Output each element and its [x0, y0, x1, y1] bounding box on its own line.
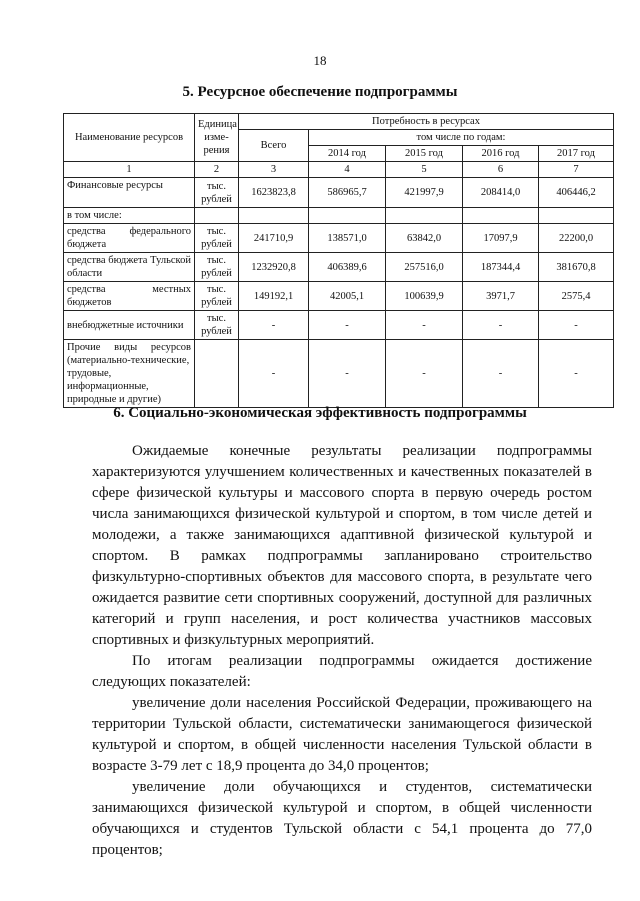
table-row [64, 282, 614, 311]
col-number: 7 [539, 162, 614, 178]
row-2014: 406389,6 [309, 253, 386, 282]
row-2014: 42005,1 [309, 282, 386, 311]
section-6-title: 6. Социально-экономическая эффективность подпрограммы [113, 405, 527, 421]
row-name: средства бюджета Тульской области [64, 253, 195, 282]
paragraph-indicator-population: увеличение доли населения Российской Федерации, проживающего на территории Тульской области, систематически занимающегося физической культурой и спортом, в общей численности населения Тульской области в возрасте 3-79 лет с 18,9 процента до 34,0 процентов; [92, 695, 592, 774]
col-number: 1 [64, 162, 195, 178]
paragraph-expected-results: Ожидаемые конечные результаты реализации подпрограммы характеризуются улучшением количественных и качественных показателей в сфере физической культуры и массового спорта в первую очередь ростом числа занимающихся физической культурой и спортом, в том числе детей и молодежи, а также занимающихся адаптивной физической культурой и спортом. В рамках подпрограммы запланировано строительство физкультурно-спортивных объектов для массового спорта, в результате чего ожидается развитие сети спортивных сооружений, доступной для различных категорий и групп населения, и рост количества участников массовых спортивных и физкультурных мероприятий. [92, 443, 592, 648]
row-unit: тыс. рублей [195, 224, 239, 253]
row-unit: тыс. рублей [195, 282, 239, 311]
row-2015: 100639,9 [386, 282, 463, 311]
row-unit [195, 208, 239, 224]
header-need: Потребность в ресурсах [239, 114, 614, 130]
row-2017: - [539, 340, 614, 408]
table-row [64, 224, 614, 253]
row-2017: 381670,8 [539, 253, 614, 282]
row-2016: 17097,9 [463, 224, 539, 253]
header-year-2016: 2016 год [463, 146, 539, 162]
row-name: средства федерального бюджета [64, 224, 195, 253]
row-total: - [239, 311, 309, 340]
table-row [64, 311, 614, 340]
row-2015: - [386, 340, 463, 408]
col-number: 3 [239, 162, 309, 178]
row-name: внебюджетные источники [64, 311, 195, 340]
row-2016: 187344,4 [463, 253, 539, 282]
header-unit: Единица изме- рения [195, 114, 239, 162]
row-2015: 421997,9 [386, 178, 463, 208]
row-name: Финансовые ресурсы [64, 178, 195, 208]
body-text [92, 441, 592, 861]
table-row [64, 178, 614, 208]
row-unit: тыс. рублей [195, 253, 239, 282]
col-number: 6 [463, 162, 539, 178]
header-year-2017: 2017 год [539, 146, 614, 162]
header-total: Всего [239, 130, 309, 162]
header-year-2014: 2014 год [309, 146, 386, 162]
row-unit: тыс. рублей [195, 178, 239, 208]
row-2014: - [309, 311, 386, 340]
row-name: средства местных бюджетов [64, 282, 195, 311]
row-2014 [309, 208, 386, 224]
column-number-row [64, 162, 614, 178]
row-total: 1232920,8 [239, 253, 309, 282]
row-2017: 22200,0 [539, 224, 614, 253]
page-number: 18 [313, 53, 327, 68]
row-2014: - [309, 340, 386, 408]
row-2015: 63842,0 [386, 224, 463, 253]
col-number: 5 [386, 162, 463, 178]
row-2017: 2575,4 [539, 282, 614, 311]
row-2016: 3971,7 [463, 282, 539, 311]
row-2016: 208414,0 [463, 178, 539, 208]
row-2017 [539, 208, 614, 224]
row-name: Прочие виды ресурсов (материально-технические, трудовые, информационные, природные и другие) [64, 340, 195, 408]
table-row [64, 340, 614, 408]
header-resource-name: Наименование ресурсов [64, 114, 195, 162]
row-2014: 586965,7 [309, 178, 386, 208]
resources-table [63, 113, 614, 408]
table-row [64, 253, 614, 282]
row-2015: - [386, 311, 463, 340]
row-total: 1623823,8 [239, 178, 309, 208]
header-by-years: том числе по годам: [309, 130, 614, 146]
col-number: 4 [309, 162, 386, 178]
row-2017: 406446,2 [539, 178, 614, 208]
paragraph-indicator-students: увеличение доли обучающихся и студентов, систематически занимающихся физической культурой и спортом, в общей численности обучающихся и студентов Тульской области с 54,1 процента до 77,0 процентов; [92, 779, 592, 858]
header-year-2015: 2015 год [386, 146, 463, 162]
row-total: 241710,9 [239, 224, 309, 253]
row-2017: - [539, 311, 614, 340]
row-2015: 257516,0 [386, 253, 463, 282]
row-unit: тыс. рублей [195, 311, 239, 340]
row-name: в том числе: [64, 208, 195, 224]
table-row [64, 208, 614, 224]
paragraph-indicators-intro: По итогам реализации подпрограммы ожидается достижение следующих показателей: [92, 653, 592, 690]
row-2016: - [463, 311, 539, 340]
section-5-title: 5. Ресурсное обеспечение подпрограммы [182, 84, 458, 100]
row-2014: 138571,0 [309, 224, 386, 253]
row-total [239, 208, 309, 224]
col-number: 2 [195, 162, 239, 178]
row-total: - [239, 340, 309, 408]
row-2016: - [463, 340, 539, 408]
row-2016 [463, 208, 539, 224]
row-2015 [386, 208, 463, 224]
row-unit [195, 340, 239, 408]
row-total: 149192,1 [239, 282, 309, 311]
